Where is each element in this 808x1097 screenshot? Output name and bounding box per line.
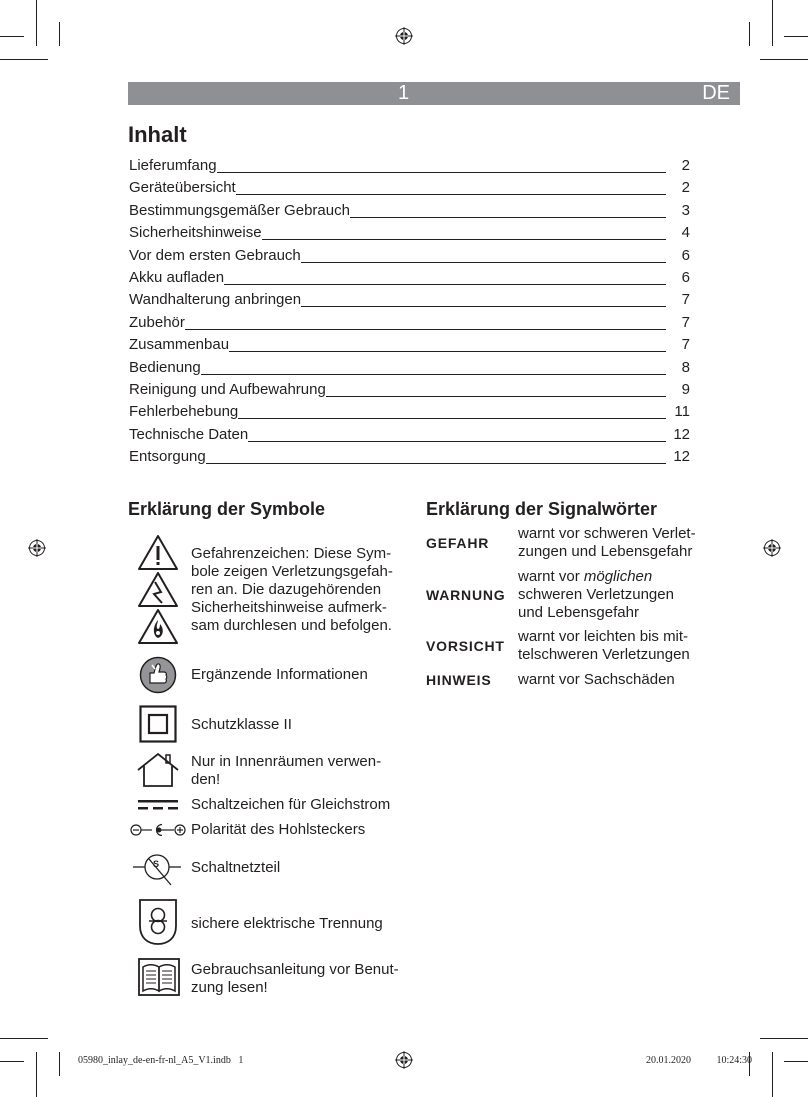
toc-leader-line	[236, 193, 666, 195]
toc-leader-line	[201, 373, 666, 375]
toc-entry-page: 2	[681, 157, 690, 174]
toc-leader-line	[185, 328, 666, 330]
crop-mark	[59, 1052, 60, 1076]
toc-leader-line	[326, 395, 666, 397]
toc-entry[interactable]	[129, 198, 690, 220]
crop-mark	[784, 1061, 808, 1062]
toc-entry-label: Fehlerbehebung	[129, 403, 239, 421]
direct-current-icon	[137, 798, 179, 812]
toc-entry[interactable]	[129, 287, 690, 309]
symbol-text-indoor: Nur in Innenräumen verwen- den!	[191, 753, 382, 788]
crop-mark	[772, 0, 773, 46]
indoor-use-icon	[136, 752, 180, 788]
toc-entry[interactable]	[129, 444, 690, 466]
crop-mark	[0, 59, 48, 60]
crop-mark	[772, 1052, 773, 1097]
polarity-icon	[128, 822, 188, 838]
signal-desc-caution: warnt vor leichten bis mit- telschweren Verletzungen	[518, 628, 690, 663]
toc-entry-page: 6	[681, 246, 690, 264]
toc-leader-line	[238, 417, 666, 419]
toc-entry-page: 12	[673, 448, 690, 466]
toc-leader-line	[224, 283, 666, 285]
toc-entry-label: Reinigung und Aufbewahrung	[129, 381, 326, 398]
toc-entry[interactable]	[129, 332, 690, 354]
toc-entry[interactable]	[129, 175, 690, 197]
toc-entry-label: Geräteübersicht	[129, 179, 236, 197]
symbol-text-isolation: sichere elektrische Trennung	[191, 915, 383, 932]
crop-mark	[760, 59, 808, 60]
signal-desc-warning: warnt vor möglichen schweren Verletzungen und Lebensgefahr	[518, 568, 674, 621]
signal-word-warning: WARNUNG	[426, 587, 506, 603]
toc-entry-page: 11	[674, 403, 690, 421]
footer-timestamp: 20.01.2020 10:24:30	[646, 1055, 753, 1066]
toc-entry-label: Bestimmungsgemäßer Gebrauch	[129, 201, 350, 219]
toc-entry-label: Bedienung	[129, 358, 201, 376]
toc-entry[interactable]	[129, 243, 690, 265]
toc-entry[interactable]	[129, 422, 690, 444]
page-number: 1	[398, 82, 410, 104]
toc-entry-page: 7	[681, 313, 690, 331]
safety-isolating-transformer-icon	[136, 898, 180, 946]
toc-entry-page: 6	[681, 269, 690, 286]
toc-leader-line	[206, 462, 666, 464]
toc-leader-line	[350, 216, 666, 218]
registration-mark-icon	[395, 1051, 413, 1069]
signal-desc-danger: warnt vor schweren Verlet- zungen und Lebensgefahr	[518, 525, 696, 560]
toc-entry[interactable]	[129, 377, 690, 399]
toc-entry-page: 3	[681, 201, 690, 219]
registration-mark-icon	[28, 539, 46, 557]
symbol-text-power-supply: Schaltnetzteil	[191, 859, 281, 876]
symbol-text-polarity: Polarität des Hohlsteckers	[191, 821, 366, 838]
symbol-text-info: Ergänzende Informationen	[191, 666, 368, 683]
signal-words-heading: Erklärung der Signalwörter	[426, 499, 658, 519]
registration-mark-icon	[395, 27, 413, 45]
toc-entry-label: Lieferumfang	[129, 157, 217, 174]
toc-entry-page: 7	[681, 336, 690, 354]
toc-entry-page: 7	[681, 291, 690, 309]
signal-desc-notice: warnt vor Sachschäden	[518, 671, 675, 688]
footer-file-info: 05980_inlay_de-en-fr-nl_A5_V1.indb 1	[78, 1055, 244, 1066]
registration-mark-icon	[763, 539, 781, 557]
symbol-text-protection-class: Schutzklasse II	[191, 716, 292, 733]
toc-entry-page: 12	[673, 425, 690, 443]
symbol-text-warning: Gefahrenzeichen: Diese Sym- bole zeigen Verletzungsgefah- ren an. Die dazugehörenden Sicherheitshinweise aufmerk- sam durchlesen und befolgen.	[191, 545, 393, 634]
toc-entry-label: Entsorgung	[129, 448, 206, 466]
signal-word-danger: GEFAHR	[426, 535, 490, 551]
toc-entry-page: 9	[681, 381, 690, 398]
toc-entry[interactable]	[129, 310, 690, 332]
toc-entry-label: Akku aufladen	[129, 269, 225, 286]
switching-power-supply-icon	[133, 851, 181, 887]
toc-entry-label: Sicherheitshinweise	[129, 224, 262, 242]
crop-mark	[36, 0, 37, 46]
crop-mark	[59, 22, 60, 46]
toc-entry-page: 8	[681, 358, 690, 376]
toc-entry[interactable]	[129, 399, 690, 421]
crop-mark	[0, 1061, 24, 1062]
signal-word-caution: VORSICHT	[426, 638, 505, 654]
svg-text:S: S	[153, 859, 160, 869]
info-hand-icon	[139, 656, 177, 694]
header-bar	[128, 82, 740, 105]
toc-entry-page: 2	[681, 179, 690, 197]
crop-mark	[749, 22, 750, 46]
toc-entry[interactable]	[129, 265, 690, 287]
warning-triangle-icons	[137, 534, 179, 646]
toc-entry-label: Technische Daten	[129, 425, 249, 443]
language-code: DE	[702, 82, 730, 104]
toc-entry-label: Zusammenbau	[129, 336, 230, 354]
toc-entry-label: Zubehör	[129, 313, 185, 331]
crop-mark	[0, 1038, 48, 1039]
crop-mark	[0, 36, 24, 37]
toc-entry-page: 4	[681, 224, 690, 242]
protection-class-2-icon	[139, 705, 177, 743]
signal-word-notice: HINWEIS	[426, 672, 492, 688]
read-manual-icon	[138, 958, 180, 996]
toc-leader-line	[262, 238, 666, 240]
toc-leader-line	[229, 350, 666, 352]
toc-entry[interactable]	[129, 153, 690, 175]
toc-entry[interactable]	[129, 220, 690, 242]
crop-mark	[760, 1038, 808, 1039]
toc-title: Inhalt	[128, 122, 187, 147]
symbols-heading: Erklärung der Symbole	[128, 499, 326, 519]
toc-entry-label: Vor dem ersten Gebrauch	[129, 246, 301, 264]
toc-leader-line	[301, 305, 666, 307]
toc-entry[interactable]	[129, 355, 690, 377]
crop-mark	[784, 36, 808, 37]
symbol-text-manual: Gebrauchsanleitung vor Benut- zung lesen!	[191, 961, 399, 996]
toc-leader-line	[301, 261, 666, 263]
toc-leader-line	[248, 440, 666, 442]
toc-leader-line	[217, 171, 666, 173]
symbol-text-dc: Schaltzeichen für Gleichstrom	[191, 796, 391, 813]
crop-mark	[36, 1052, 37, 1097]
toc-entry-label: Wandhalterung anbringen	[129, 291, 302, 309]
